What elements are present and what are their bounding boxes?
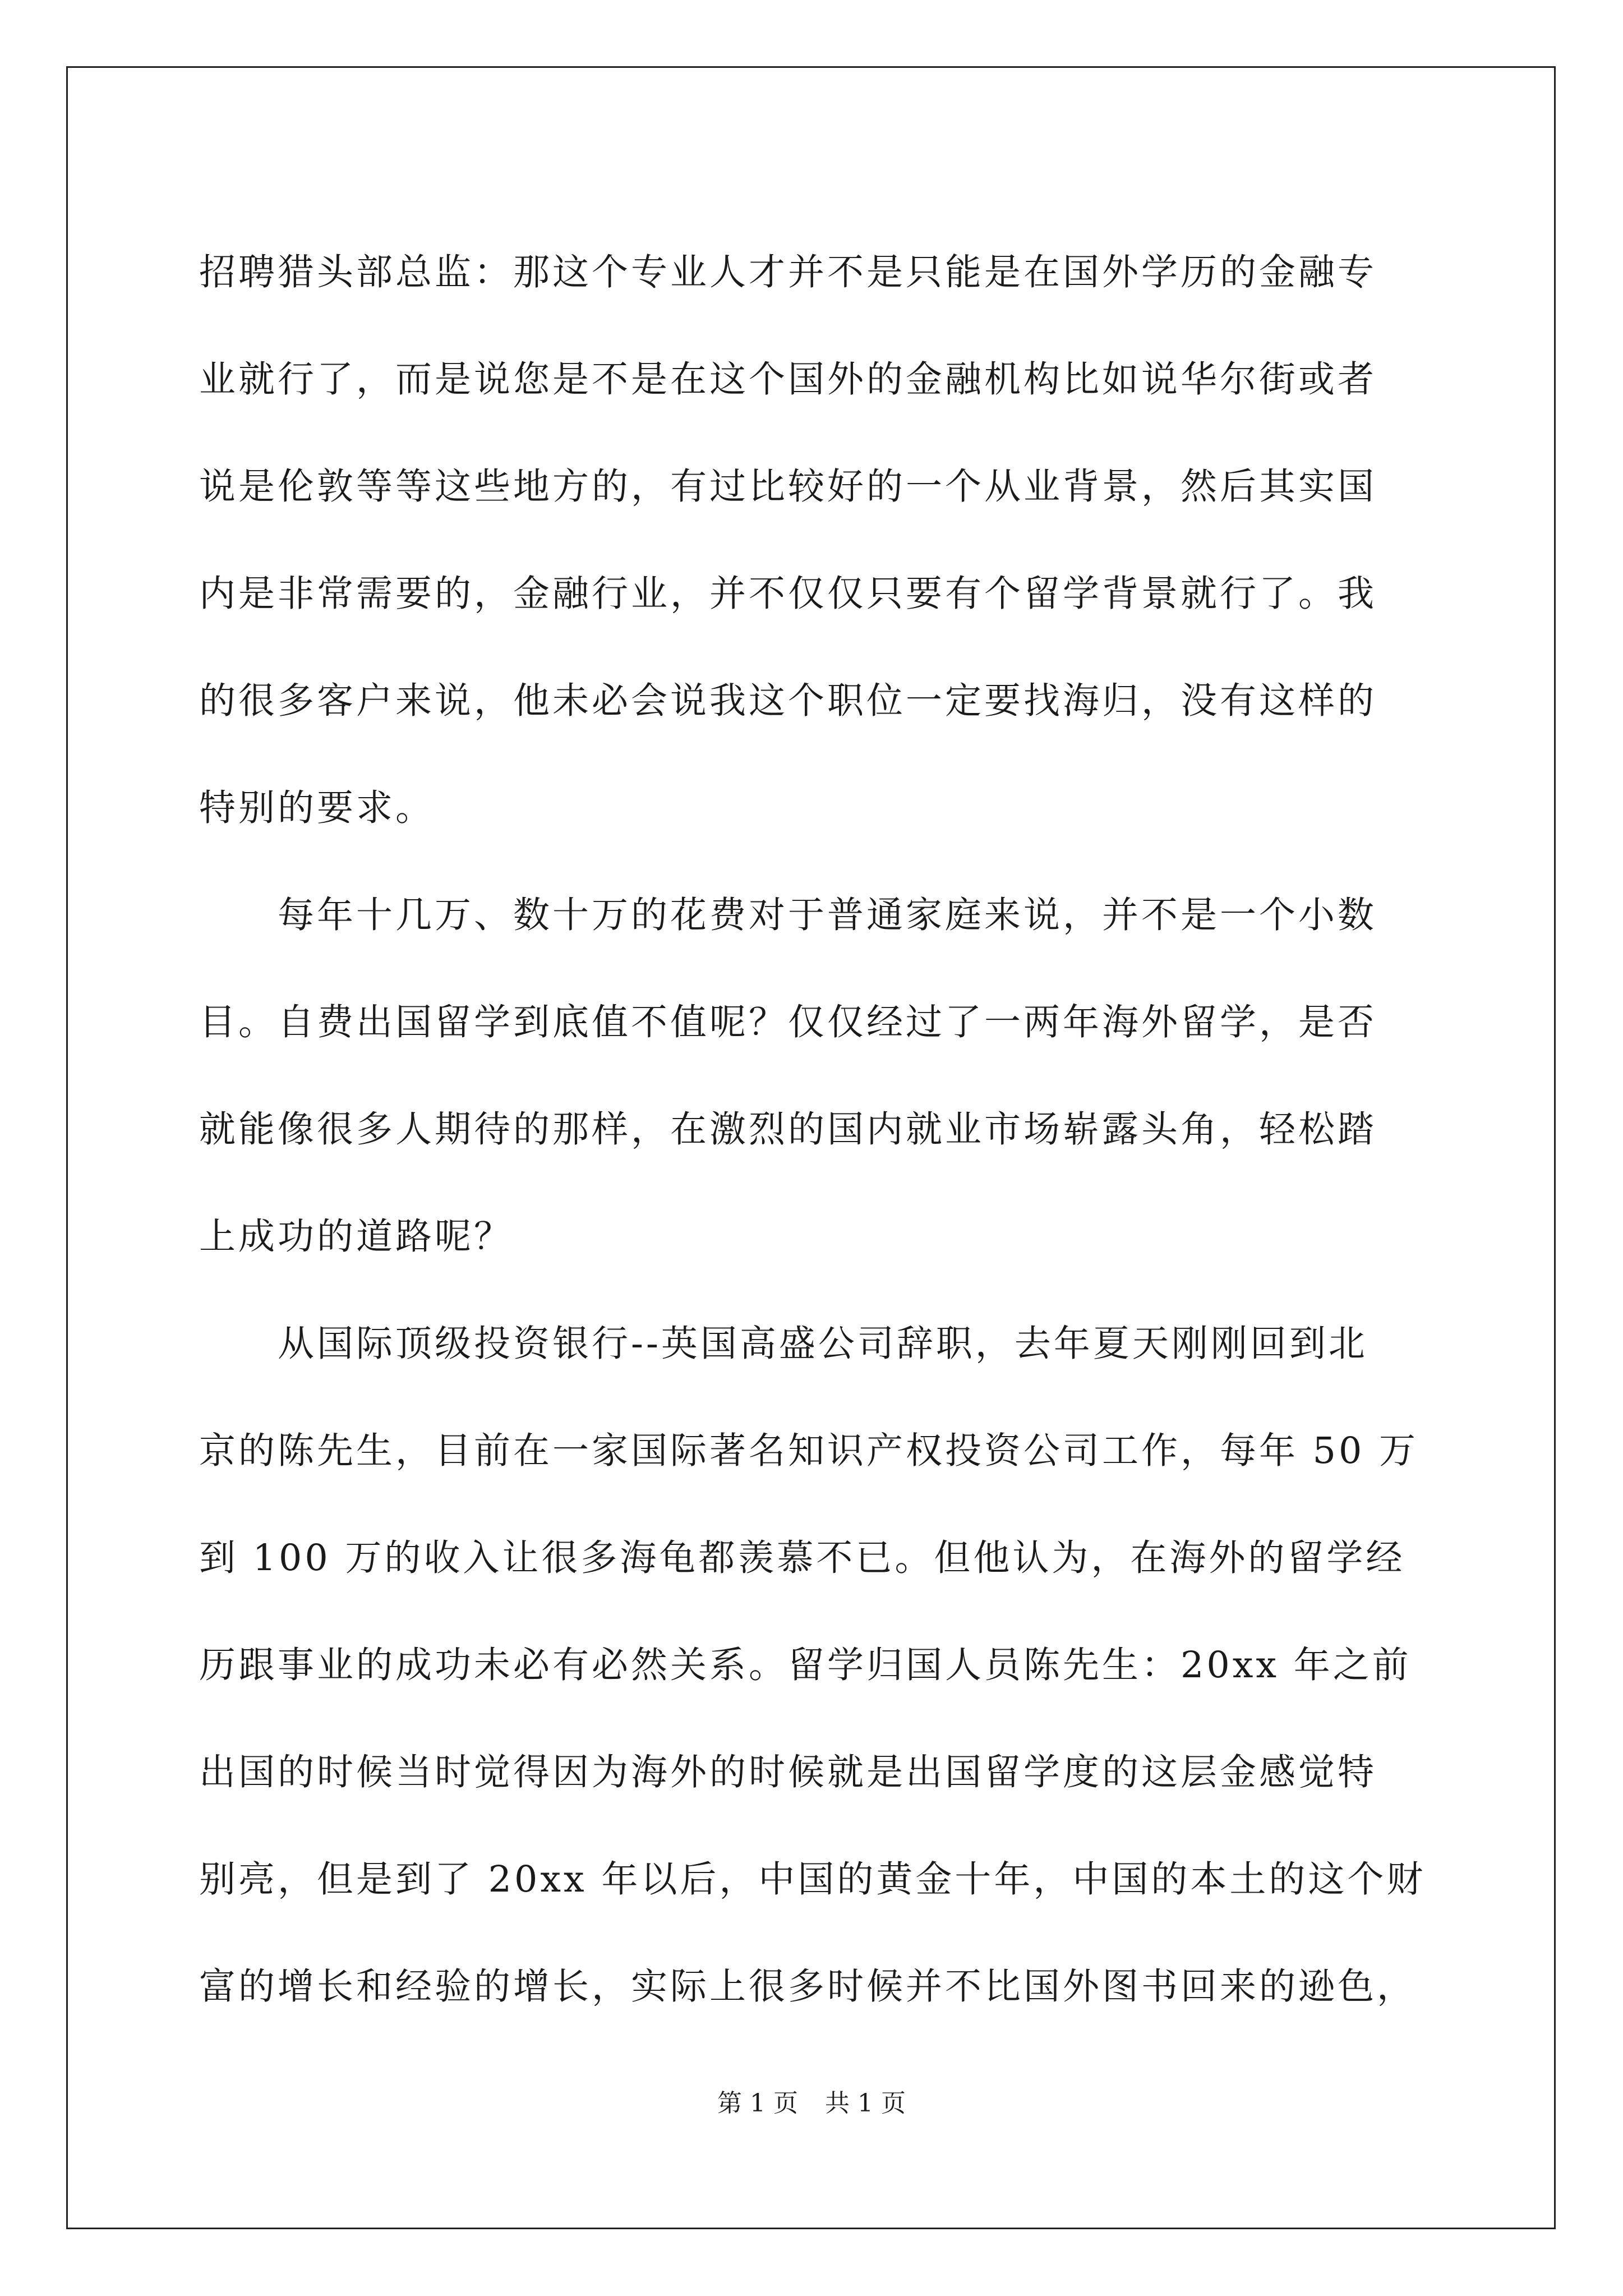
text-line: 每年十几万、数十万的花费对于普通家庭来说，并不是一个小数 [278, 894, 1377, 936]
page-footer [0, 2087, 1623, 2120]
paragraph-2 [199, 862, 1427, 1290]
text-line: 招聘猎头部总监：那这个专业人才并不是只能是在国外学历的金融专 [199, 251, 1377, 293]
text-line: 从国际顶级投资银行--英国高盛公司辞职，去年夏天刚刚回到北 [278, 1323, 1368, 1365]
text-line: 出国的时候当时觉得因为海外的时候就是出国留学度的这层金感觉特 [199, 1751, 1377, 1793]
text-line: 历跟事业的成功未必有必然关系。留学归国人员陈先生：20xx 年之前 [199, 1644, 1412, 1686]
text-line: 目。自费出国留学到底值不值呢？仅仅经过了一两年海外留学，是否 [199, 1001, 1377, 1043]
text-line: 到 100 万的收入让很多海龟都羡慕不已。但他认为，在海外的留学经 [199, 1537, 1405, 1579]
paragraph-3 [199, 1290, 1427, 2040]
text-line: 说是伦敦等等这些地方的，有过比较好的一个从业背景，然后其实国 [199, 466, 1377, 508]
text-line: 京的陈先生，目前在一家国际著名知识产权投资公司工作，每年 50 万 [199, 1430, 1419, 1472]
text-line: 内是非常需要的，金融行业，并不仅仅只要有个留学背景就行了。我 [199, 573, 1377, 615]
text-line: 业就行了，而是说您是不是在这个国外的金融机构比如说华尔街或者 [199, 358, 1377, 401]
text-line: 特别的要求。 [199, 787, 435, 829]
text-line: 就能像很多人期待的那样，在激烈的国内就业市场崭露头角，轻松踏 [199, 1108, 1377, 1151]
text-line: 的很多客户来说，他未必会说我这个职位一定要找海归，没有这样的 [199, 680, 1377, 722]
text-line: 别亮，但是到了 20xx 年以后，中国的黄金十年，中国的本土的这个财 [199, 1858, 1426, 1901]
text-line: 富的增长和经验的增长，实际上很多时候并不比国外图书回来的逊色， [199, 1966, 1417, 2008]
total-pages: 共 1 页 [825, 2089, 906, 2118]
page-number: 第 1 页 [717, 2089, 798, 2118]
text-line: 上成功的道路呢？ [199, 1216, 514, 1258]
document-body [199, 219, 1427, 2040]
paragraph-1 [199, 219, 1427, 862]
